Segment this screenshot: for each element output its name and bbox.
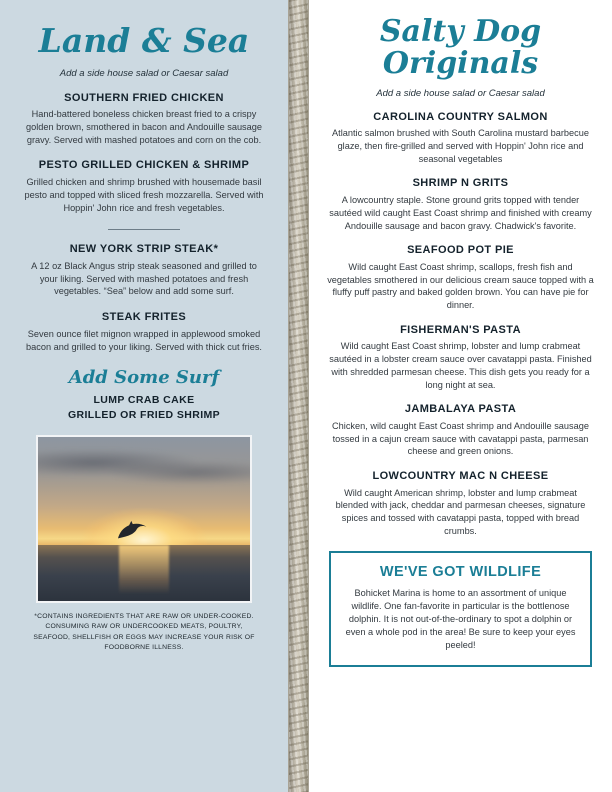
rope-post-divider [288, 0, 309, 792]
item-name: FISHERMAN'S PASTA [400, 323, 521, 336]
menu-item [325, 177, 596, 232]
item-name: STEAK FRITES [101, 311, 187, 324]
item-name: SOUTHERN FRIED CHICKEN [64, 91, 224, 104]
item-name: NEW YORK STRIP STEAK* [69, 243, 219, 256]
item-name: PESTO GRILLED CHICKEN & SHRIMP [38, 159, 250, 172]
land-and-sea-panel [0, 0, 288, 792]
right-title-line1: Salty Dog [379, 14, 542, 49]
left-section-subtitle: Add a side house salad or Caesar salad [59, 67, 229, 79]
wildlife-callout-box [329, 551, 592, 667]
item-name: JAMBALAYA PASTA [404, 403, 517, 416]
menu-item [20, 243, 268, 298]
menu-item [325, 403, 596, 458]
right-section-title [325, 16, 596, 80]
menu-item [20, 159, 268, 214]
item-name: LOWCOUNTRY MAC N CHEESE [372, 470, 549, 483]
menu-item [20, 311, 268, 353]
wildlife-title: WE'VE GOT WILDLIFE [379, 563, 542, 580]
item-description: Wild caught American shrimp, lobster and lump crabmeat blended with jack, cheddar and parmesan cheeses, signature spices and tossed with cavatappi pasta, topped with bread crumbs. [335, 487, 586, 536]
item-description: A 12 oz Black Angus strip steak seasoned and grilled to your liking. Served with mashed potatoes and fresh vegetables. “Sea” below and add some surf. [31, 261, 257, 297]
item-description: Chicken, wild caught East Coast shrimp and Andouille sausage tossed in a cajun cream sauce with cavatappi pasta, parmesan cheese and green onions. [332, 420, 589, 457]
photo-sun-reflection [119, 545, 170, 594]
add-some-surf-title: Add Some Surf [68, 367, 220, 389]
item-description: Hand-battered boneless chicken breast fried to a crispy golden brown, smothered in bacon and Andouille sausage gravy. Served with mashed potatoes and corn on the cob. [26, 109, 262, 145]
menu-item [325, 470, 596, 538]
right-section-subtitle: Add a side house salad or Caesar salad [376, 87, 545, 99]
salty-dog-originals-panel [309, 0, 612, 792]
dolphin-icon [116, 520, 150, 540]
right-title-line2: Originals [382, 45, 539, 81]
item-description: Wild caught East Coast shrimp, lobster and lump crabmeat sautéed in a lobster cream sauce over cavatappi pasta. Finished with shredded parmesan cheese. This dish gets you ready for a long night at sea. [329, 341, 592, 390]
section-divider-line [108, 229, 180, 230]
surf-option: LUMP CRAB CAKE [93, 394, 195, 407]
menu-item [325, 111, 596, 166]
menu-item [325, 324, 596, 392]
item-name: SHRIMP N GRITS [412, 177, 509, 190]
item-name: SEAFOOD POT PIE [407, 244, 514, 257]
item-name: CAROLINA COUNTRY SALMON [373, 110, 548, 123]
surf-option: GRILLED OR FRIED SHRIMP [67, 409, 221, 422]
menu-item [325, 244, 596, 312]
sunset-dolphin-photo [36, 435, 252, 603]
left-section-title: Land & Sea [38, 21, 250, 60]
wildlife-body: Bohicket Marina is home to an assortment of unique wildlife. One fan-favorite in particular is the bottlenose dolphin. It is not out-of-the-ordinary to spot a dolphin or even a whole pod in the area! Be sure to keep your eyes peeled! [345, 587, 576, 650]
item-description: Seven ounce filet mignon wrapped in applewood smoked bacon and grilled to your liking. Served with thick cut fries. [26, 328, 262, 352]
raw-food-footnote: *CONTAINS INGREDIENTS THAT ARE RAW OR UNDER-COOKED. CONSUMING RAW OR UNDERCOOKED MEATS, POULTRY, SEAFOOD, SHELLFISH OR EGGS MAY INCREASE YOUR RISK OF FOODBORNE ILLNESS. [33, 612, 255, 652]
menu-item [20, 92, 268, 147]
item-description: A lowcountry staple. Stone ground grits topped with tender sautéed wild caught East Coast shrimp and finished with creamy Andouille sausage and bacon gravy. Chadwick's favorite. [329, 195, 592, 231]
item-description: Grilled chicken and shrimp brushed with housemade basil pesto and topped with sliced fresh mozzarella. Served with Hoppin' John rice and fresh vegetables. [24, 177, 264, 213]
item-description: Wild caught East Coast shrimp, scallops, fresh fish and vegetables smothered in our delicious cream sauce topped with a fluffy puff pastry and baked golden brown. You can have pie for dinner. [327, 261, 594, 311]
item-description: Atlantic salmon brushed with South Carolina mustard barbecue glaze, then fire-grilled and served with Hoppin' John rice and seasonal vegetables [332, 128, 589, 164]
